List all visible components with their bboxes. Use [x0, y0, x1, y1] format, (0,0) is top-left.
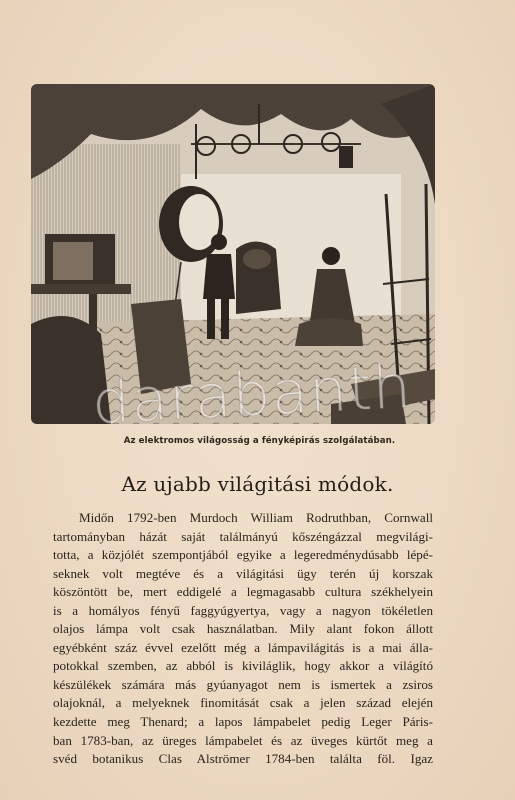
body-line: potokkal szemben, az abból is kiviláglik, hogy akkor a világító: [53, 658, 433, 674]
body-line: tartományban házát saját találmányú kőszéngázzal megvilági-: [53, 528, 433, 544]
body-line: olajoknál, a melyeknek finomitását csak a jelen század elején: [53, 695, 433, 711]
body-line: készülékek számára más gyúanyagot nem is ismertek a zsiros: [53, 676, 433, 692]
body-line: ban 1783-ban, az üreges lámpabelet és az üveges kürtőt meg a: [53, 732, 433, 748]
body-line: Midőn 1792-ben Murdoch William Rodruthban, Cornwall: [79, 510, 433, 525]
body-line: totta, a közjólét szempontjából egyike a legeredménydúsabb lépé-: [53, 547, 433, 563]
article-title: Az ujabb világitási módok.: [121, 472, 394, 496]
body-line: is a homályos fényű faggyúgyertya, vagy a nagyon tökéletlen: [53, 602, 433, 618]
photo-studio-engraving: [31, 84, 435, 424]
body-line: köszöntött be, mert eddigelé a legmagasabb cultura székhelyein: [53, 584, 433, 600]
body-line: svéd botanikus Clas Alströmer 1784-ben találta föl. Igaz: [53, 751, 433, 767]
body-line: kezdette meg Thenard; a lapos lámpabelet pedig Leger Páris-: [53, 714, 433, 730]
body-line: olajos lámpa volt csak használatban. Mily alant fokon állott: [53, 621, 433, 637]
article-body: [53, 509, 433, 769]
body-line: egyébként száz évvel ezelőtt még a lámpavilágitás is a mai álla-: [53, 639, 433, 655]
figure-caption: [0, 436, 515, 446]
body-line: seknek volt megtéve és a világitási ügy terén új korszak: [53, 565, 433, 581]
watermark: darabanth: [90, 351, 414, 439]
engraving-illustration: [31, 84, 435, 424]
figure-caption-text: Az elektromos világosság a fényképirás szolgálatában.: [123, 436, 396, 446]
